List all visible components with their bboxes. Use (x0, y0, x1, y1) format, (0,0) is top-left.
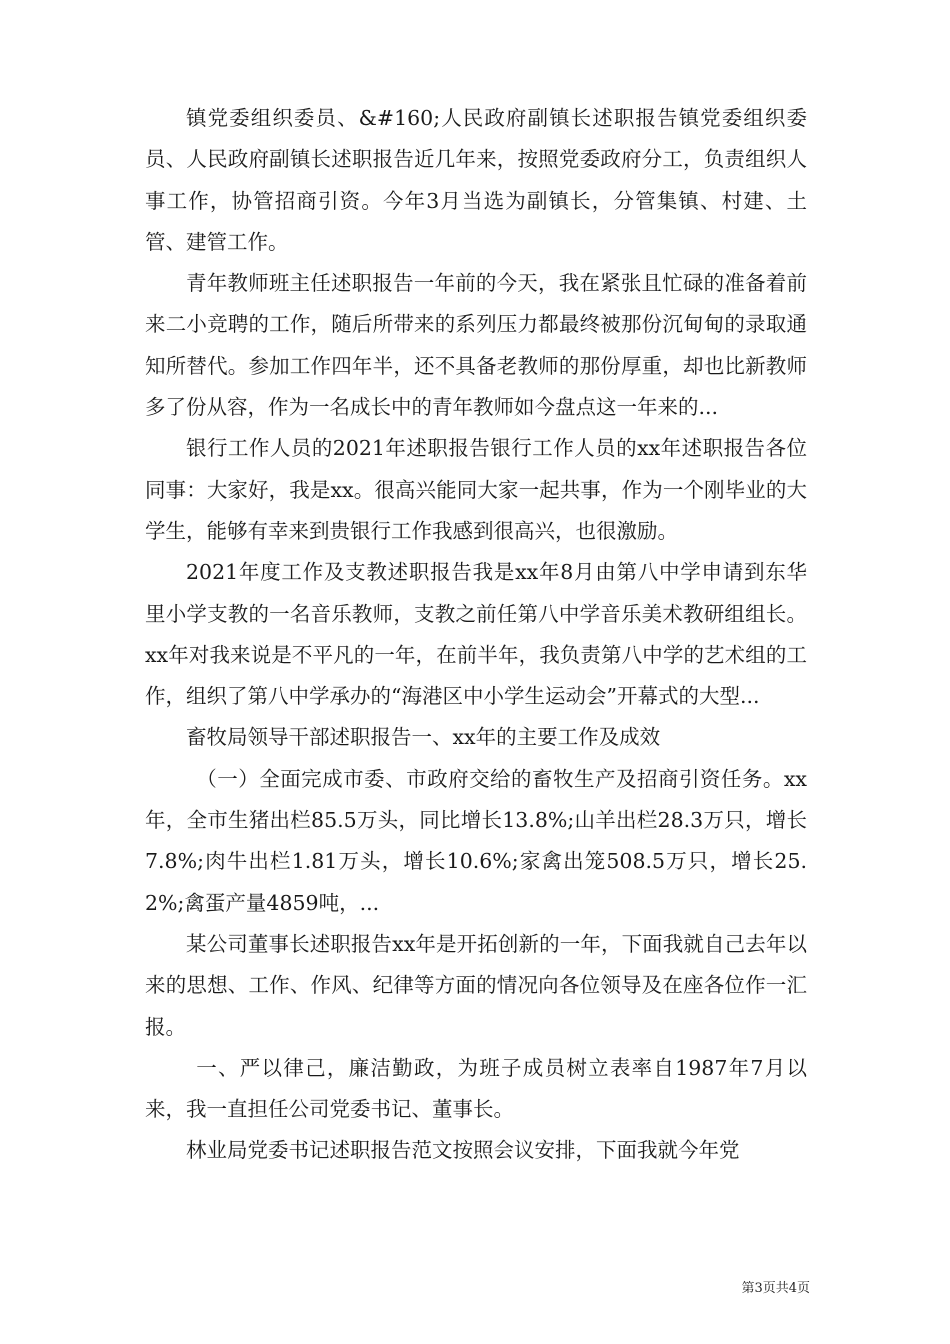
paragraph-5: 畜牧局领导干部述职报告一、xx年的主要工作及成效 (186, 725, 661, 750)
paragraph-4: 2021年度工作及支教述职报告我是xx年8月由第八中学申请到东华里小学支教的一名音乐教师，支教之前任第八中学音乐美术教研组组长。xx年对我来说是不平凡的一年，在前半年，我负责第八中学的艺术组的工作，组织了第八中学承办的“海港区中小学生运动会”开幕式的大型... (145, 560, 807, 709)
document-body (145, 98, 807, 1172)
paragraph-8: 一、严以律己，廉洁勤政，为班子成员树立表率自1987年7月以来，我一直担任公司党委书记、董事长。 (145, 1055, 807, 1122)
page-number: 第3页共4页 (741, 1281, 810, 1296)
paragraph-2: 青年教师班主任述职报告一年前的今天，我在紧张且忙碌的准备着前来二小竞聘的工作，随后所带来的系列压力都最终被那份沉甸甸的录取通知所替代。参加工作四年半，还不具备老教师的那份厚重，却也比新教师多了份从容，作为一名成长中的青年教师如今盘点这一年来的... (145, 271, 807, 420)
paragraph-3: 银行工作人员的2021年述职报告银行工作人员的xx年述职报告各位同事：大家好，我是xx。很高兴能同大家一起共事，作为一个刚毕业的大学生，能够有幸来到贵银行工作我感到很高兴，也很激励。 (145, 436, 807, 543)
paragraph-7: 某公司董事长述职报告xx年是开拓创新的一年，下面我就自己去年以来的思想、工作、作风、纪律等方面的情况向各位领导及在座各位作一汇报。 (145, 931, 807, 1039)
paragraph-9: 林业局党委书记述职报告范文按照会议安排，下面我就今年党 (186, 1138, 740, 1163)
paragraph-1: 镇党委组织委员、&#160;人民政府副镇长述职报告镇党委组织委员、人民政府副镇长述职报告近几年来，按照党委政府分工，负责组织人事工作，协管招商引资。今年3月当选为副镇长，分管集镇、村建、土管、建管工作。 (145, 106, 807, 254)
paragraph-6: （一）全面完成市委、市政府交给的畜牧生产及招商引资任务。xx年，全市生猪出栏85.5万头，同比增长13.8%;山羊出栏28.3万只，增长7.8%;肉牛出栏1.81万头，增长10.6%;家禽出笼508.5万只，增长25.2%;禽蛋产量4859吨，... (145, 766, 807, 915)
